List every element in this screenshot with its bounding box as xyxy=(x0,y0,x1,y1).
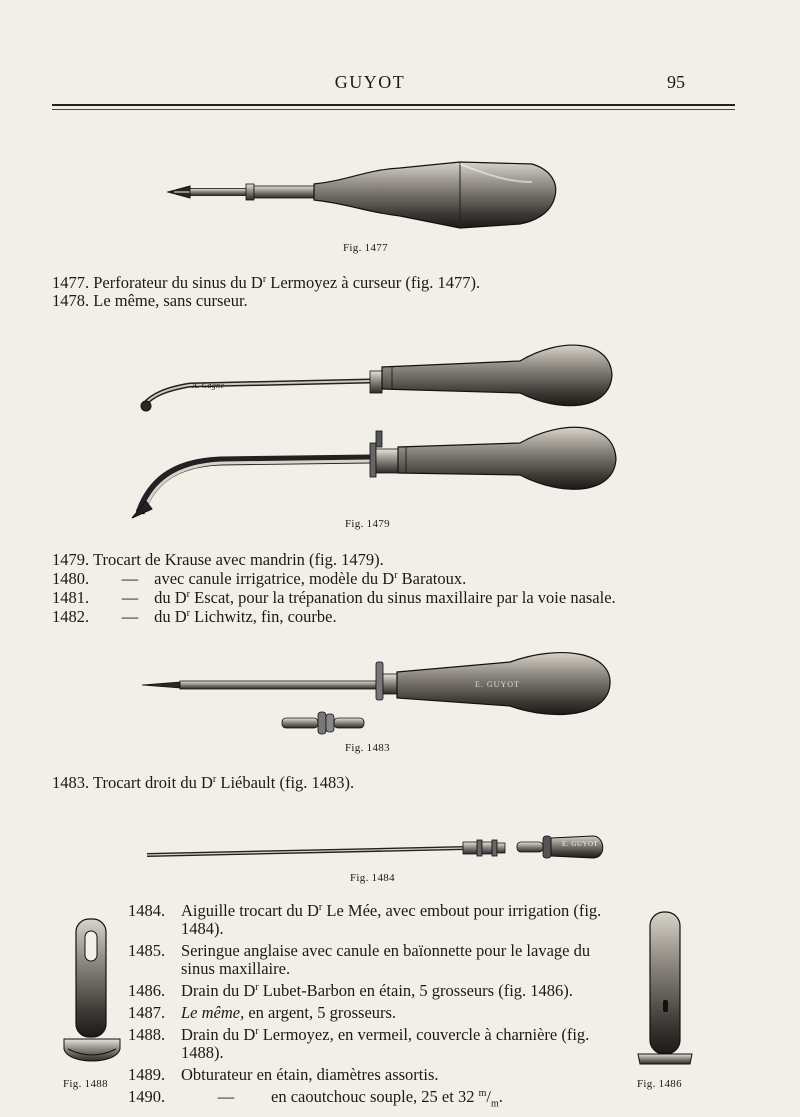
entry-number: 1488. xyxy=(128,1025,166,1044)
entry-number: 1483. xyxy=(52,773,90,792)
entry-1478: 1478. Le même, sans curseur. xyxy=(52,291,248,310)
entry-number: 1482. xyxy=(52,607,90,626)
figure-1483-tip-piece xyxy=(282,712,364,734)
figure-1488-drain-lermoyez xyxy=(58,915,128,1070)
header-rule-thin xyxy=(52,109,735,110)
entry-1488: 1488. Drain du $D^r$ Lermoyez, en vermeil, couvercle à charnière (fig. 1488). xyxy=(128,1025,590,1062)
entry-number: 1489. xyxy=(128,1065,166,1084)
figure-caption-1488: Fig. 1488 xyxy=(63,1078,108,1090)
entry-number: 1478. xyxy=(52,291,90,310)
entry-number: 1481. xyxy=(52,588,90,607)
figure-caption-1479: Fig. 1479 xyxy=(345,518,390,530)
page-number: 95 xyxy=(667,72,685,92)
entry-1489: 1489. Obturateur en étain, diamètres assortis. xyxy=(128,1065,439,1084)
entry-1485: 1485. Seringue anglaise avec canule en baïonnette pour le lavage du sinus maxillaire. xyxy=(128,941,591,978)
figure-caption-1484: Fig. 1484 xyxy=(350,872,395,884)
entries-list-1484-1490 xyxy=(128,902,628,1117)
running-header-title: GUYOT xyxy=(334,72,406,92)
brand-mark-1483: E. GUYOT xyxy=(475,680,520,689)
unit-denominator: m xyxy=(490,1098,499,1110)
brand-mark-1484: E. GUYOT xyxy=(562,840,599,848)
entry-1490: 1490. — en caoutchouc souple, 25 et 32 $^m/_m$. xyxy=(128,1088,628,1113)
header-rule xyxy=(52,104,735,106)
engraver-mark: A. Cagné xyxy=(192,381,225,390)
entry-number: 1490. xyxy=(128,1087,166,1106)
figure-1483-trocart-droit xyxy=(140,648,615,743)
figure-caption-1486: Fig. 1486 xyxy=(637,1078,682,1090)
entry-number: 1479. xyxy=(52,550,90,569)
entry-number: 1485. xyxy=(128,941,166,960)
entry-1483: 1483. Trocart droit du $D^r$ Liébault (fig. 1483). xyxy=(52,773,355,792)
entry-number: 1480. xyxy=(52,569,90,588)
entry-1481: 1481. — du $D^r$ Escat, pour la trépanation du sinus maxillaire par la voie nasale. xyxy=(52,588,616,607)
figure-1484-aiguille-trocart xyxy=(145,830,610,865)
entry-number: 1487. xyxy=(128,1003,166,1022)
figure-1477-perforator xyxy=(160,150,580,240)
figure-1479-trocart-krause xyxy=(130,335,620,520)
entry-number: 1486. xyxy=(128,981,166,1000)
entry-1480: 1480. — avec canule irrigatrice, modèle du $D^r$ Baratoux. xyxy=(52,569,467,588)
figure-1486-drain-lubet-barbon xyxy=(630,908,700,1073)
entry-1487: 1487. Le même, en argent, 5 grosseurs. xyxy=(128,1003,397,1022)
unit-numerator: m xyxy=(478,1088,487,1099)
figure-caption-1483: Fig. 1483 xyxy=(345,742,390,754)
entry-1484: 1484. Aiguille trocart du $D^r$ Le Mée, avec embout pour irrigation (fig. 1484). xyxy=(128,901,602,938)
figure-caption-1477: Fig. 1477 xyxy=(343,242,388,254)
entry-number: 1477. xyxy=(52,273,90,292)
entry-number: 1484. xyxy=(128,901,166,920)
entry-1486: 1486. Drain du $D^r$ Lubet-Barbon en étain, 5 grosseurs (fig. 1486). xyxy=(128,981,573,1000)
entry-1482: 1482. — du $D^r$ Lichwitz, fin, courbe. xyxy=(52,607,337,626)
entry-1479: 1479. Trocart de Krause avec mandrin (fig. 1479). xyxy=(52,550,384,569)
entry-1477: 1477. Perforateur du sinus du $D^r$ Lermoyez à curseur (fig. 1477). xyxy=(52,273,481,292)
